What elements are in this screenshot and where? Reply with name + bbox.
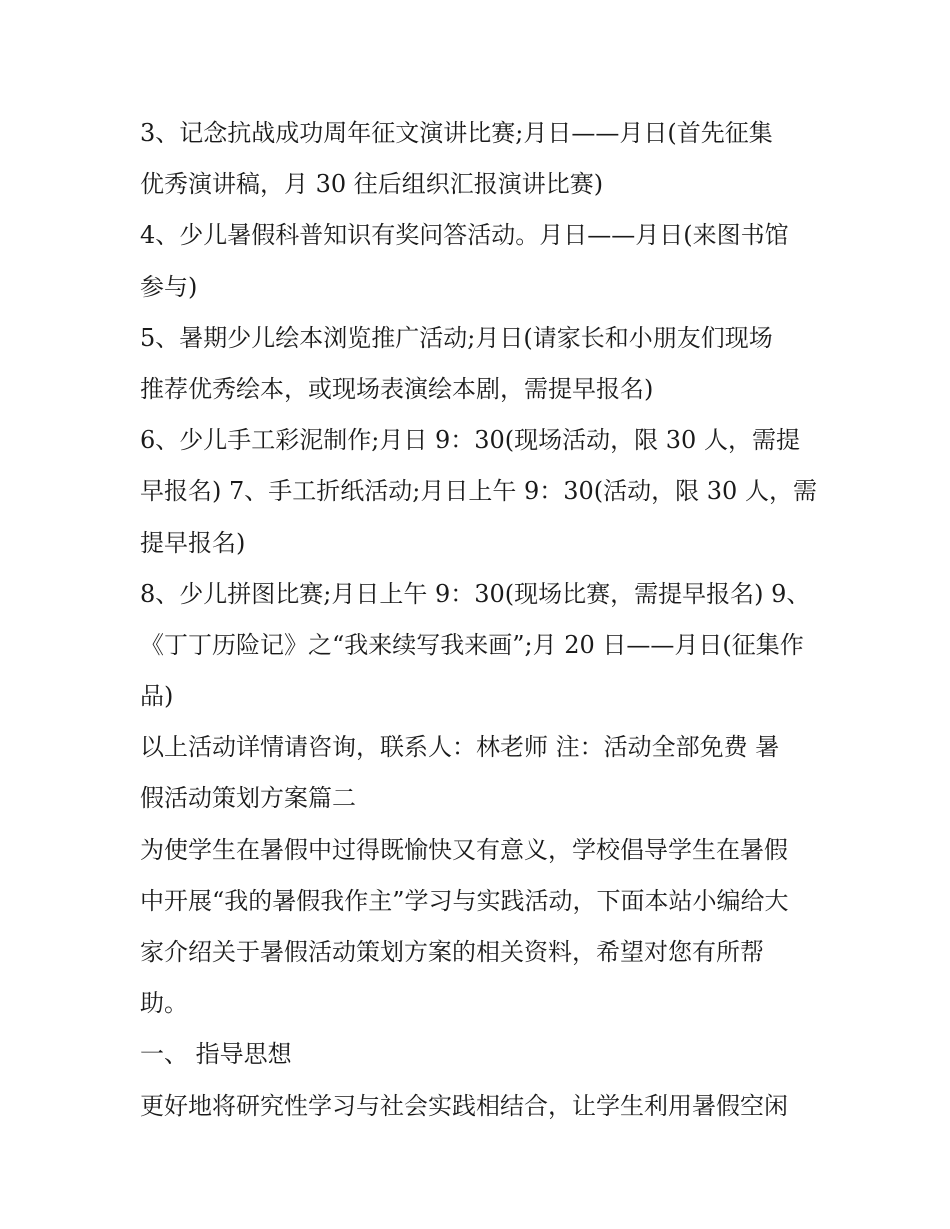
text-line: 6、少儿手工彩泥制作;月日 9：30(现场活动，限 30 人，需提 (140, 426, 800, 455)
text-line: 助。 (140, 989, 188, 1018)
text-line: 早报名) 7、手工折纸活动;月日上午 9：30(活动，限 30 人，需 (140, 477, 817, 506)
text-line: 推荐优秀绘本，或现场表演绘本剧，需提早报名) (140, 374, 654, 403)
text-line: 更好地将研究性学习与社会实践相结合，让学生利用暑假空闲 (140, 1091, 788, 1120)
text-line: 8、少儿拼图比赛;月日上午 9：30(现场比赛，需提早报名) 9、 (140, 579, 811, 608)
text-line: 品) (140, 682, 174, 711)
text-line: 为使学生在暑假中过得既愉快又有意义，学校倡导学生在暑假 (140, 835, 788, 864)
section-heading: 一、 指导思想 (140, 1040, 292, 1069)
text-line: 4、少儿暑假科普知识有奖问答活动。月日——月日(来图书馆 (140, 221, 789, 250)
text-line: 5、暑期少儿绘本浏览推广活动;月日(请家长和小朋友们现场 (140, 323, 773, 352)
text-line: 以上活动详情请咨询，联系人：林老师 注：活动全部免费 暑 (140, 733, 780, 762)
document-body (140, 108, 820, 1132)
text-line: 参与) (140, 272, 198, 301)
text-line: 中开展“我的暑假我作主”学习与实践活动，下面本站小编给大 (140, 886, 789, 915)
text-line: 优秀演讲稿，月 30 往后组织汇报演讲比赛) (140, 170, 604, 199)
text-line: 《丁丁历险记》之“我来续写我来画”;月 20 日——月日(征集作 (140, 630, 804, 659)
text-line: 提早报名) (140, 528, 246, 557)
text-line: 3、记念抗战成功周年征文演讲比赛;月日——月日(首先征集 (140, 119, 773, 147)
text-line: 假活动策划方案篇二 (140, 784, 356, 813)
text-line: 家介绍关于暑假活动策划方案的相关资料，希望对您有所帮 (140, 938, 764, 966)
